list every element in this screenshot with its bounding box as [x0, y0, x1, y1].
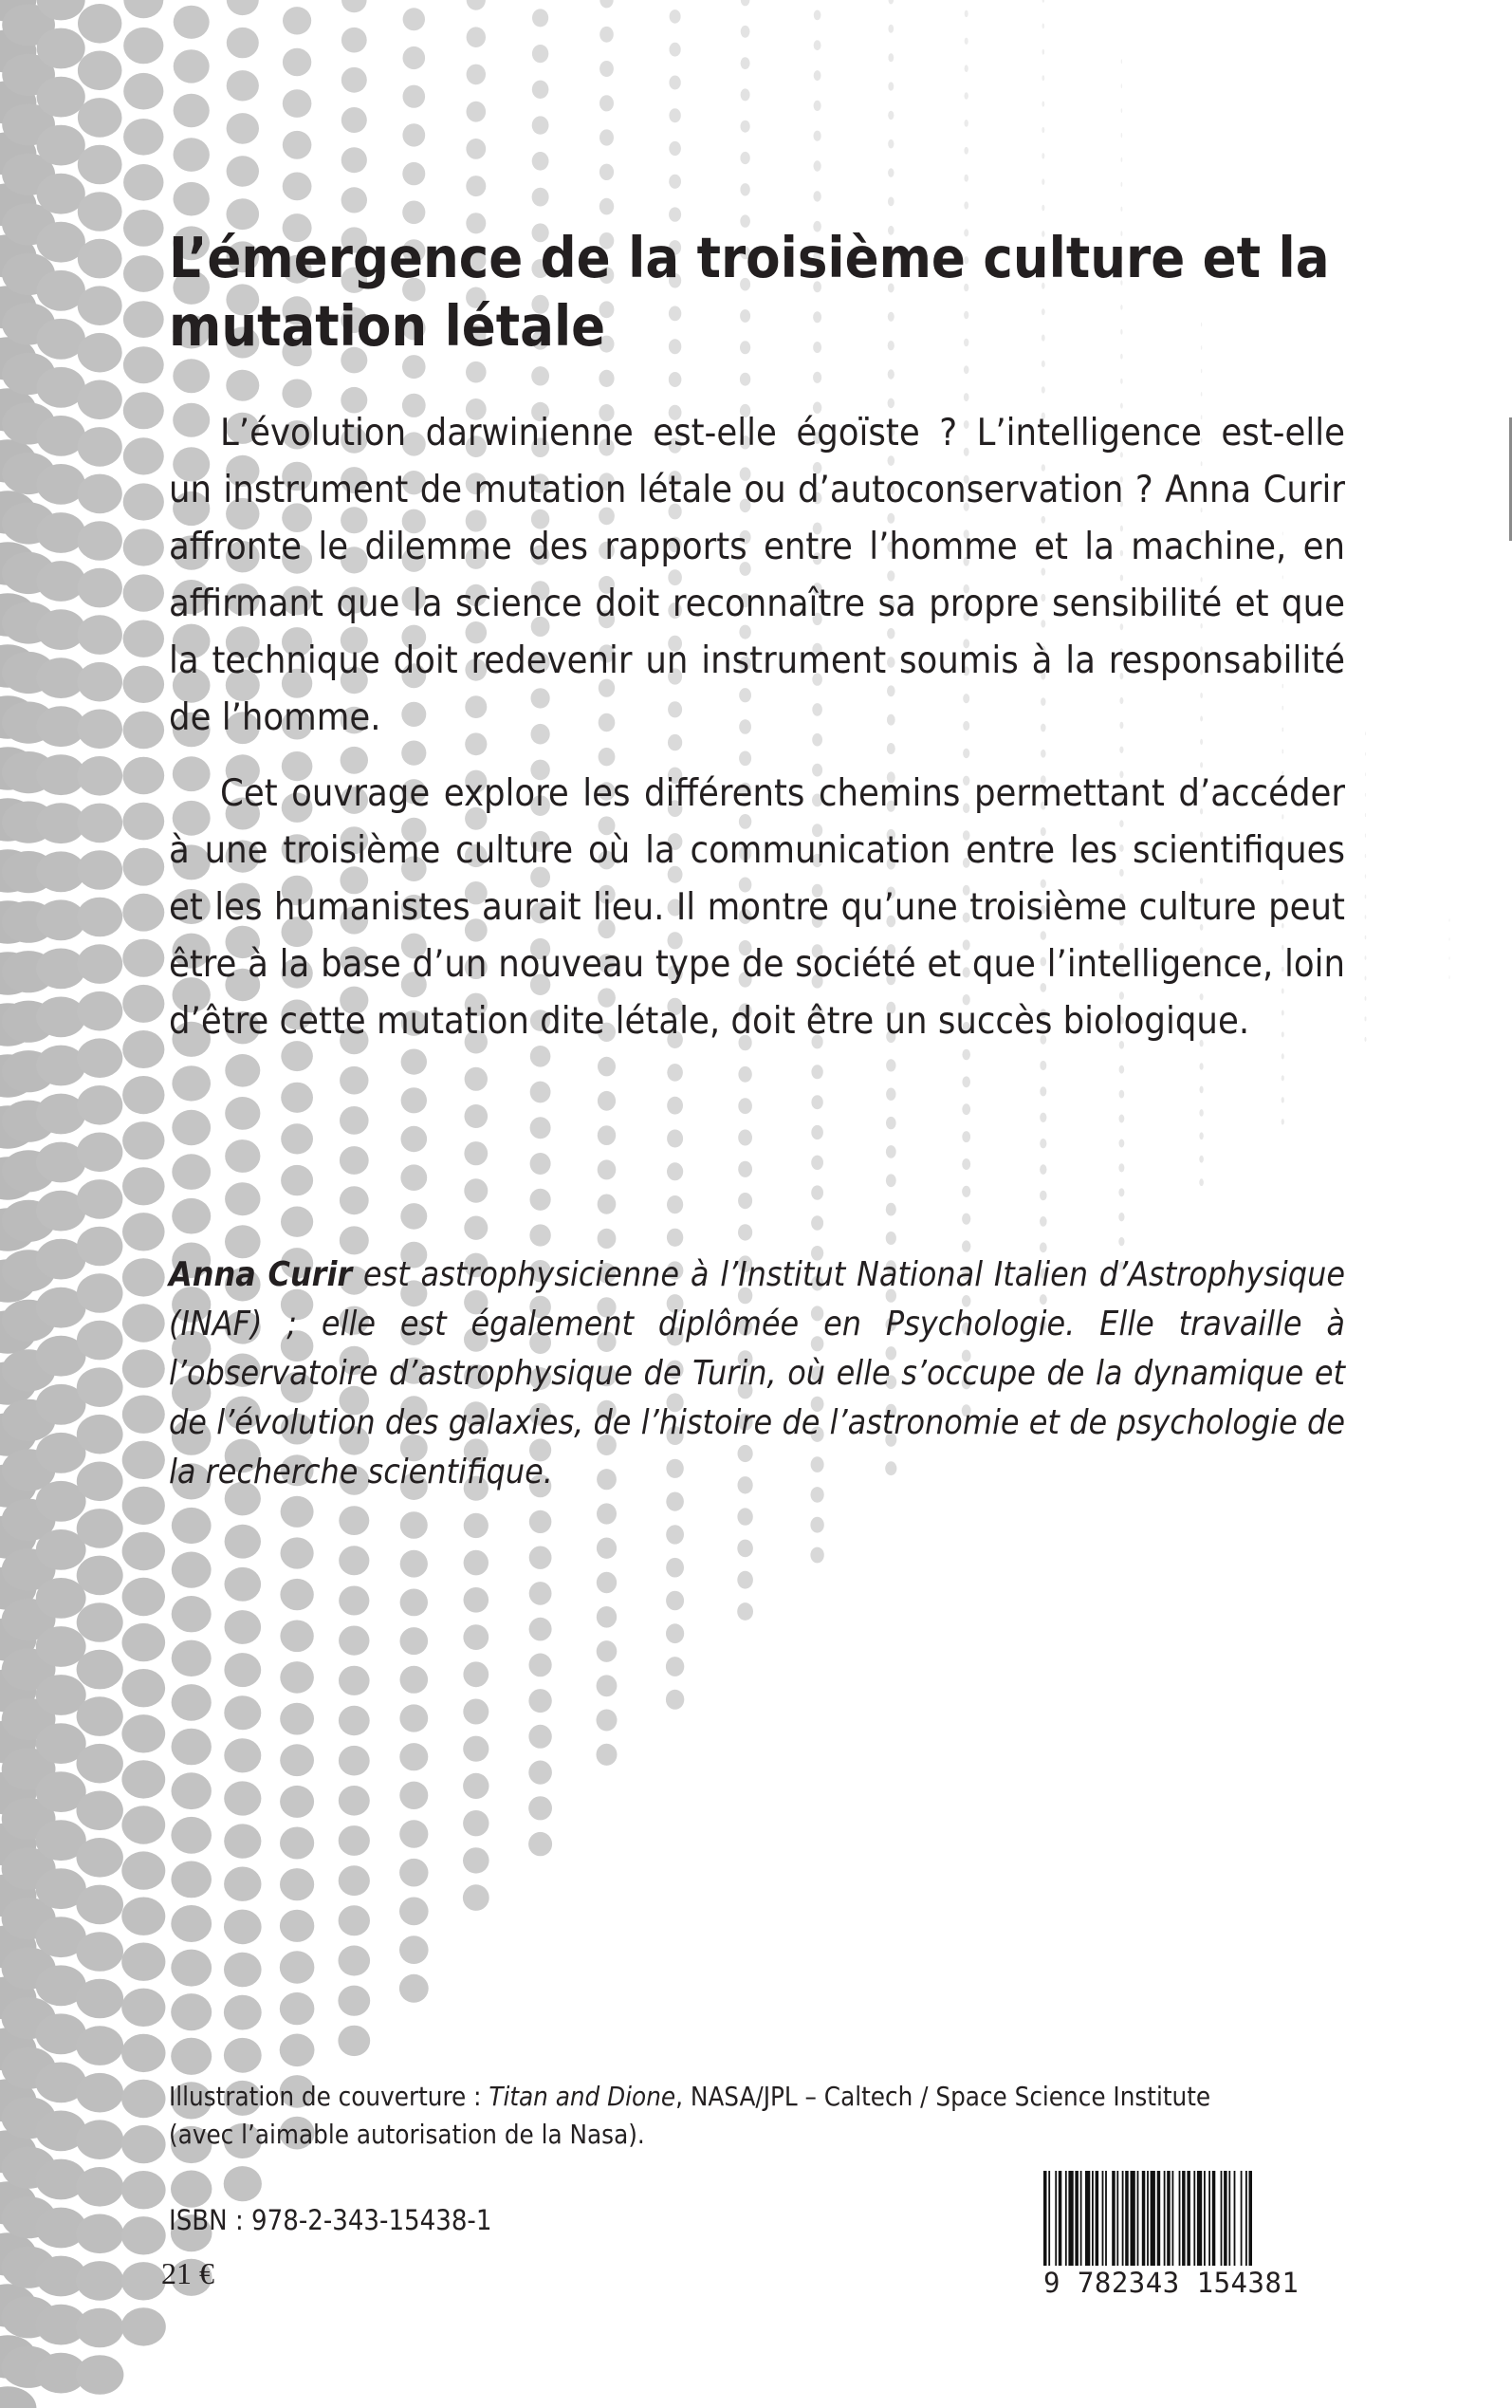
credit-suffix: , NASA/JPL – Caltech / Space Science Institute (avec l’aimable autorisation de la Nasa).	[169, 2082, 1211, 2150]
back-cover-summary	[169, 404, 1345, 1049]
summary-paragraph: L’évolution darwinienne est-elle égoïste ? L’intelligence est-elle un instrument de mutation létale ou d’autoconservation ? Anna Curir affronte le dilemme des rapports entre l’homme et la machine, en affirmant que la science doit reconnaître sa propre sensibilité et que la technique doit redevenir un instrument soumis à la responsabilité de l’homme.	[169, 411, 1345, 739]
author-bio	[169, 1250, 1345, 1497]
barcode-digits: 9 782343 154381	[1042, 2266, 1337, 2300]
credit-work-title: Titan and Dione	[489, 2082, 676, 2112]
credit-prefix: Illustration de couverture :	[169, 2082, 489, 2112]
author-bio-text: est astrophysicienne à l’Institut National Italien d’Astrophysique (INAF) ; elle est également diplômée en Psychologie. Elle travaille à l’observatoire d’astrophysique de Turin, où elle s’occupe de la dynamique et de l’évolution des galaxies, de l’histoire de l’astronomie et de psychologie de la recherche scientifique.	[169, 1255, 1345, 1491]
book-title: L’émergence de la troisième culture et la mutation létale	[169, 225, 1330, 359]
price: 21 €	[161, 2256, 214, 2290]
author-name: Anna Curir	[169, 1255, 353, 1294]
cover-illustration-credit	[169, 2078, 1231, 2154]
summary-paragraph: Cet ouvrage explore les différents chemins permettant d’accéder à une troisième culture où la communication entre les scientifiques et les humanistes aurait lieu. Il montre qu’une troisième culture peut être à la base d’un nouveau type de société et que l’intelligence, loin d’être cette mutation dite létale, doit être un succès biologique.	[169, 771, 1345, 1043]
isbn: ISBN : 978-2-343-15438-1	[169, 2204, 492, 2236]
